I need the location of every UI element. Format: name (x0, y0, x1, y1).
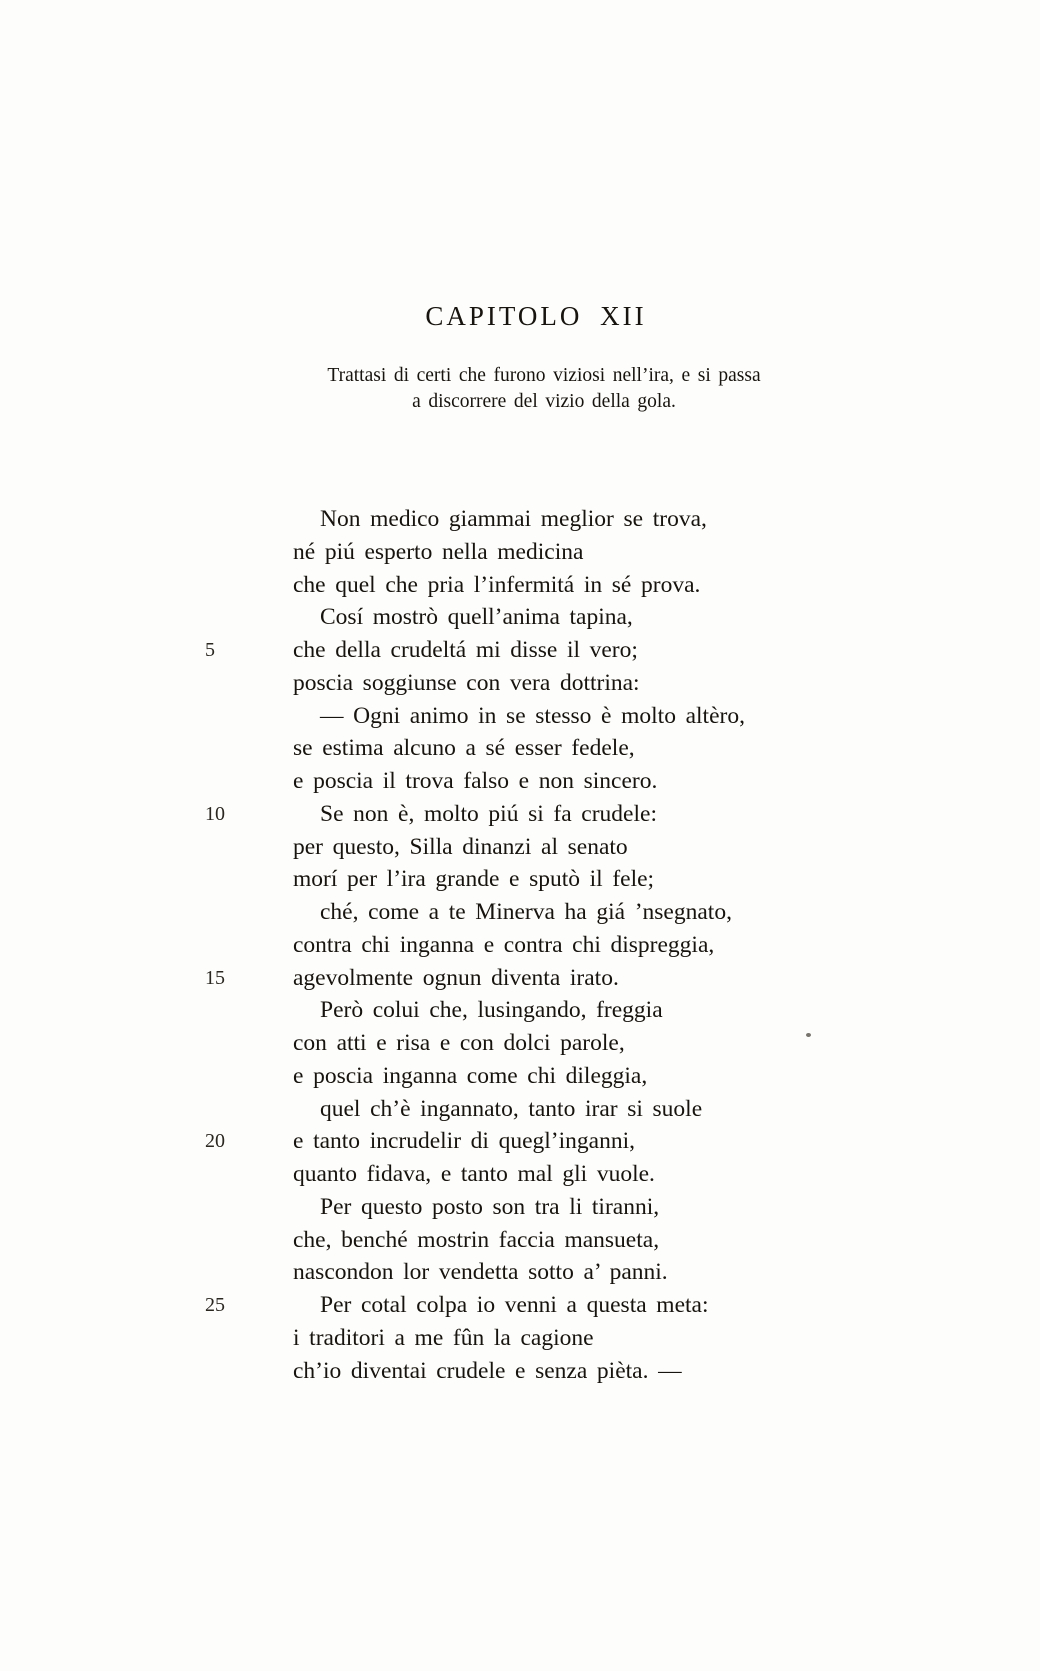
verse-line: quel ch’è ingannato, tanto irar si suole (320, 1095, 703, 1122)
verse-line: — Ogni animo in se stesso è molto altèro, (320, 702, 745, 729)
verse-line: Per cotal colpa io venni a questa meta: (320, 1292, 709, 1318)
poem-line-row (205, 1224, 925, 1257)
poem-line-row (205, 1322, 925, 1355)
verse-line: e tanto incrudelir di quegl’inganni, (293, 1128, 635, 1155)
verse-line: Per questo posto son tra li tiranni, (320, 1193, 660, 1220)
verse-line-number: 10 (205, 802, 225, 825)
verse-line: agevolmente ognun diventa irato. (293, 964, 619, 991)
verse-line: che, benché mostrin faccia mansueta, (293, 1226, 660, 1253)
poem-line-row (205, 863, 925, 896)
poem-line-row (205, 1125, 925, 1158)
verse-line-number: 25 (205, 1294, 225, 1316)
verse-line-number (205, 929, 293, 962)
poem-line-row (205, 503, 925, 536)
verse-line: contra chi inganna e contra chi dispreggia, (293, 931, 715, 958)
verse-line-number (205, 503, 293, 536)
poem-line-row (205, 962, 925, 995)
verse-line: nascondon lor vendetta sotto a’ panni. (293, 1259, 668, 1286)
verse-line: i traditori a me fûn la cagione (293, 1324, 594, 1351)
verse-line-number (205, 536, 293, 569)
verse-line: per questo, Silla dinanzi al senato (293, 833, 628, 860)
verse-line: ché, come a te Minerva ha giá ’nsegnato, (320, 899, 732, 925)
poem-line-row (205, 1191, 925, 1224)
poem-line-row (205, 765, 925, 798)
poem-line-row (205, 896, 925, 929)
verse-line-number (205, 569, 293, 602)
verse-line-number: 20 (205, 1130, 225, 1153)
verse-line-number (205, 1191, 293, 1224)
poem-line-row (205, 1027, 925, 1060)
poem-line-row (205, 569, 925, 602)
verse-line-number (205, 1027, 293, 1060)
verse-line-number (205, 994, 293, 1027)
poem-line-row (205, 1256, 925, 1289)
verse-line: e poscia inganna come chi dileggia, (293, 1062, 648, 1089)
poem-line-row (205, 1060, 925, 1093)
verse-line: Però colui che, lusingando, freggia (320, 997, 663, 1024)
poem-line-row (205, 667, 925, 700)
verse-line-number (205, 765, 293, 798)
verse-line: e poscia il trova falso e non sincero. (293, 768, 658, 794)
poem-line-row (205, 994, 925, 1027)
verse-line-number (205, 1355, 293, 1388)
verse-line-number (205, 1224, 293, 1257)
poem-line-row (205, 1355, 925, 1388)
scan-speck (806, 1033, 811, 1037)
verse-line-number (205, 667, 293, 700)
verse-line: quanto fidava, e tanto mal gli vuole. (293, 1161, 655, 1187)
poem-line-row (205, 831, 925, 864)
chapter-title: CAPITOLO XII (425, 301, 647, 331)
poem-line-row (205, 929, 925, 962)
verse-line: Se non è, molto piú si fa crudele: (320, 800, 657, 827)
verse-line: poscia soggiunse con vera dottrina: (293, 669, 640, 696)
verse-line-number (205, 1256, 293, 1289)
poem-line-row (205, 536, 925, 569)
verse-line-number (205, 1158, 293, 1191)
verse-line: Non medico giammai meglior se trova, (320, 506, 707, 532)
verse-line: né piú esperto nella medicina (293, 538, 584, 565)
verse-line-number (205, 896, 293, 929)
verse-line: morí per l’ira grande e sputò il fele; (293, 866, 655, 893)
poem-line-row (205, 732, 925, 765)
verse-line-number (205, 1093, 293, 1126)
verse-line-number: 15 (205, 966, 225, 989)
subtitle-line-2: a discorrere del vizio della gola. (412, 391, 676, 412)
poem-line-row (205, 1289, 925, 1322)
verse-line: che della crudeltá mi disse il vero; (293, 637, 638, 663)
verse-line-number (205, 831, 293, 864)
verse-line-number (205, 1322, 293, 1355)
verse-line-number (205, 863, 293, 896)
verse-line: che quel che pria l’infermitá in sé prova. (293, 571, 701, 598)
verse-line-number (205, 1060, 293, 1093)
verse-line-number (205, 700, 293, 733)
verse-line-number: 5 (205, 639, 215, 661)
poem (205, 503, 925, 1387)
verse-line: ch’io diventai crudele e senza pièta. — (293, 1357, 682, 1384)
poem-line-row (205, 798, 925, 831)
chapter-subtitle (48, 363, 1040, 415)
verse-line-number (205, 732, 293, 765)
poem-line-row (205, 601, 925, 634)
verse-line-number (205, 601, 293, 634)
poem-line-row (205, 1158, 925, 1191)
poem-line-row (205, 1093, 925, 1126)
verse-line: con atti e risa e con dolci parole, (293, 1030, 625, 1056)
subtitle-line-1: Trattasi di certi che furono viziosi nell’ira, e si passa (327, 365, 761, 386)
poem-line-row (205, 700, 925, 733)
verse-line: Cosí mostrò quell’anima tapina, (320, 604, 633, 631)
verse-line: se estima alcuno a sé esser fedele, (293, 735, 635, 762)
poem-line-row (205, 634, 925, 667)
